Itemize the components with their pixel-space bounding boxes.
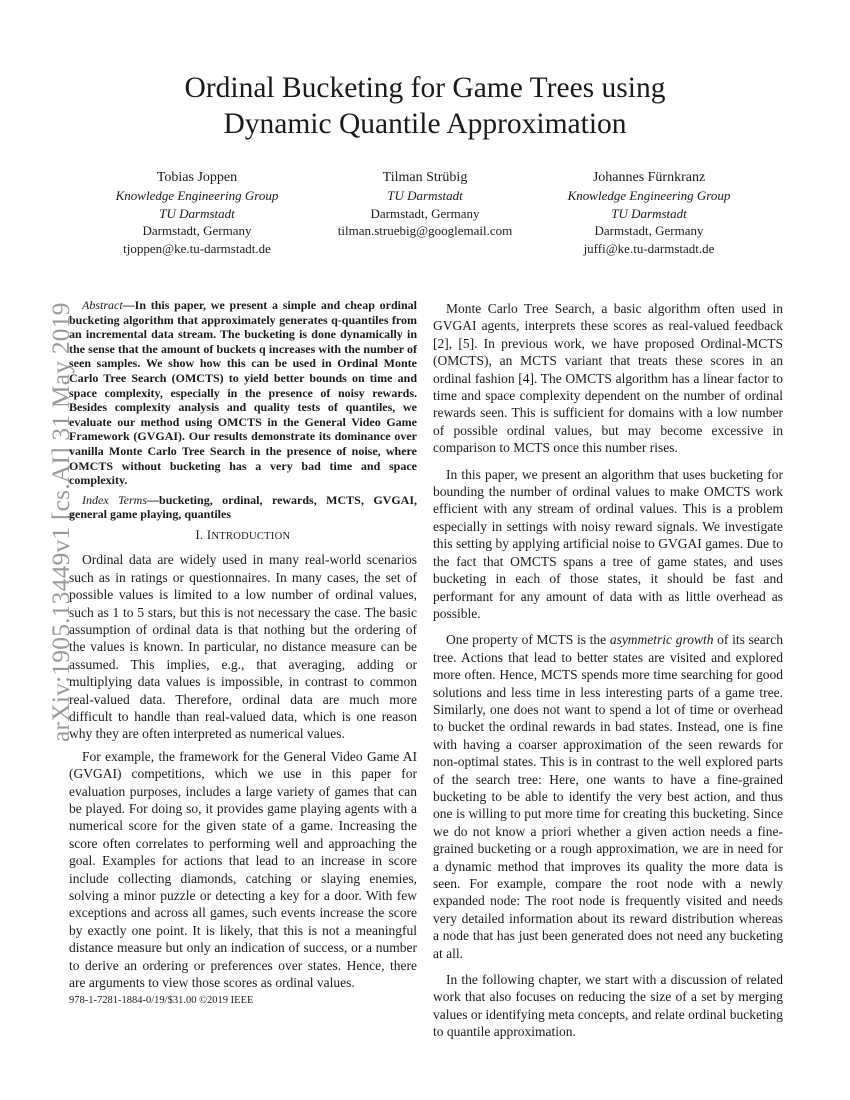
paper-title (100, 70, 750, 142)
author-group: Knowledge Engineering Group (115, 188, 279, 204)
author-name: Tobias Joppen (156, 170, 238, 185)
copyright-footer: 978-1-7281-1884-0/19/$31.00 ©2019 IEEE (69, 995, 254, 1006)
author-institution: TU Darmstadt (387, 188, 463, 204)
author-block-1 (72, 169, 322, 257)
left-column (69, 298, 417, 996)
author-location: Darmstadt, Germany (370, 205, 480, 221)
index-terms (69, 493, 417, 522)
body-paragraph-part: of its search tree. Actions that lead to better states are visited and explored more often. Hence, MCTS spends more time searching for good solutions and less time in less interesting parts of a game tree. Similarly, one does not want to spend a lot of time or overhead to bucket the ordinal rewards in bad states. Instead, one is fine with having a coarser approximation of the seen rewards for non-optimal states. This is in contrast to the well explored parts of the search tree: Here, one wants to have a fine-grained bucketing to be able to identify the very best action, and thus one is willing to put more time for creating this bucketing. Since we do not know a priori whether a given action needs a fine-grained bucketing or a rough approximation, we are in need for a dynamic method that improves its quality the more data is seen. For example, compare the root node with a newly expanded node: The root node is frequently visited and needs very detailed information about its reward distribution whereas a node that has just been generated does not need any bucketing at all. (433, 632, 783, 961)
body-paragraph-part: One property of MCTS is the (446, 632, 610, 648)
right-column (433, 300, 783, 1050)
index-terms-label: Index Terms (82, 492, 148, 507)
author-name: Johannes Fürnkranz (592, 170, 706, 185)
body-paragraph: Ordinal data are widely used in many real-world scenarios such as in ratings or questionnaires. In many cases, the set of possible values is limited to a low number of ordinal values, such as 1 to 5 stars, but this is not necessary the case. The basic assumption of ordinal data is that nothing but the ordering of the values is known. In particular, no distance measure can be assumed. This implies, e.g., that averaging, adding or multiplying data values is impossible, in contrast to common real-valued data. Therefore, ordinal data are much more difficult to handle than real-valued data, which is one reason why they are often interpreted as numerical values. (69, 552, 417, 742)
emphasis-term: asymmetric growth (609, 632, 714, 648)
author-group: Knowledge Engineering Group (567, 188, 731, 204)
body-paragraph: In the following chapter, we start with a discussion of related work that also focuses on reducing the size of a set by merging values or identifying meta concepts, and relate ordinal bucketing to quantile approximation. (433, 972, 783, 1040)
author-institution: TU Darmstadt (611, 205, 687, 221)
author-email: tilman.struebig@googlemail.com (337, 223, 513, 239)
abstract-label: Abstract (82, 298, 123, 312)
body-paragraph: In this paper, we present an algorithm that uses bucketing for bounding the number of ordinal values to make OMCTS work efficient with any stream of ordinal values. This is a problem especially in settings with noisy reward signals. We investigate this setting by applying artificial noise to GVGAI games. Due to the fact that OMCTS spans a tree of game states, and uses bucketing in each of those states, it should be fast and performant for any amount of data with as little overhead as possible. (433, 466, 783, 621)
author-email: tjoppen@ke.tu-darmstadt.de (123, 240, 271, 256)
paper-title-line-2: Dynamic Quantile Approximation (223, 108, 627, 140)
author-email: juffi@ke.tu-darmstadt.de (583, 240, 715, 256)
section-heading-smallcaps: NTRODUCTION (211, 530, 291, 542)
author-block-3 (524, 169, 774, 257)
body-paragraph: For example, the framework for the General Video Game AI (GVGAI) competitions, which we use in this paper for evaluation purposes, includes a large variety of games that can be played. For doing so, it provides game playing agents with a numerical score for the given state of a game. Increasing the score often correlates to performing well and approaching the goal. Examples for actions that lead to an increase in score include collecting diamonds, catching or slaying enemies, solving a minor puzzle or detecting a key for a door. With few exceptions and across all games, such events increase the score by exactly one point. It is likely, that this is not a meaningful distance measure but only an indication of success, or a number to derive an ordering or preferences over states. Hence, there are arguments to view those scores as ordinal values. (69, 748, 417, 991)
index-terms-text: —bucketing, ordinal, rewards, MCTS, GVGAI, general game playing, quantiles (69, 492, 417, 522)
body-paragraph: Monte Carlo Tree Search, a basic algorithm often used in GVGAI agents, interprets these scores as real-valued feedback [2], [5]. In previous work, we have proposed Ordinal-MCTS (OMCTS), an MCTS variant that treats these scores in an ordinal fashion [4]. The OMCTS algorithm has a linear factor to time and space complexity dependent on the number of ordinal rewards seen. This is sufficient for domains with a low number of possible ordinal values, but may become excessive in comparison to MCTS once this number rises. (433, 301, 783, 456)
abstract (69, 298, 417, 488)
arxiv-identifier-stamp (6, 262, 75, 742)
abstract-text: —In this paper, we present a simple and cheap ordinal bucketing algorithm that approximately generates q-quantiles from an incremental data stream. The bucketing is done dynamically in the sense that the amount of buckets q increases with the number of seen samples. We show how this can be used in Ordinal Monte Carlo Tree Search (OMCTS) to yield better bounds on time and space complexity, especially in the presence of noisy rewards. Besides complexity analysis and quality tests of quantiles, we evaluate our method using OMCTS in the General Video Game Framework (GVGAI). Our results demonstrate its dominance over vanilla Monte Carlo Tree Search in the presence of noise, where OMCTS without bucketing has a very bad time and space complexity. (69, 298, 417, 488)
author-institution: TU Darmstadt (159, 205, 235, 221)
section-heading-introduction (69, 527, 417, 545)
author-name: Tilman Strübig (382, 170, 468, 185)
body-paragraph (433, 631, 783, 962)
author-location: Darmstadt, Germany (142, 223, 252, 239)
paper-title-line-1: Ordinal Bucketing for Game Trees using (184, 72, 666, 104)
author-location: Darmstadt, Germany (594, 223, 704, 239)
arxiv-identifier-text: arXiv:1905.13449v1 [cs.AI] 31 May 2019 (46, 302, 75, 742)
author-block-2 (300, 169, 550, 240)
section-heading-number: I. I (195, 527, 212, 542)
